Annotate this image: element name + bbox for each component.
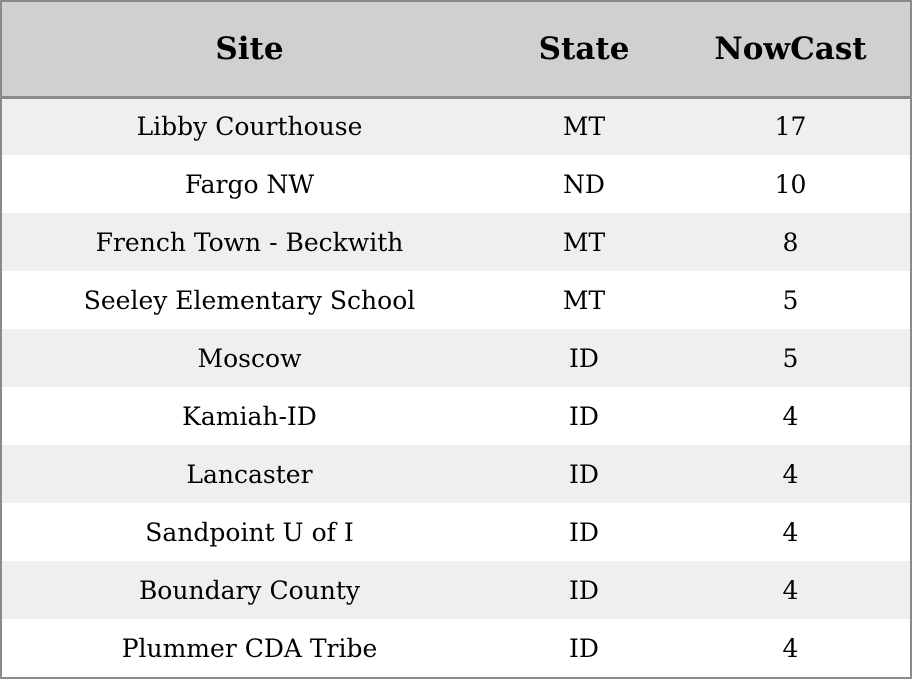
cell-nowcast: 4: [782, 401, 799, 431]
cell-site: Sandpoint U of I: [145, 517, 354, 547]
cell-site: Plummer CDA Tribe: [121, 633, 378, 663]
table-row: [2, 271, 910, 329]
table-row: [2, 213, 910, 271]
cell-nowcast: 4: [782, 575, 799, 605]
table-row: [2, 619, 910, 677]
table-row: [2, 445, 910, 503]
header-row: [2, 2, 910, 97]
cell-state: ID: [569, 459, 599, 489]
cell-state: ID: [569, 575, 599, 605]
nowcast-table: [2, 2, 910, 677]
cell-nowcast: 17: [774, 112, 807, 142]
cell-state: MT: [562, 112, 606, 142]
cell-state: ID: [569, 401, 599, 431]
cell-site: Libby Courthouse: [136, 112, 363, 142]
cell-nowcast: 5: [782, 343, 799, 373]
column-header-state: State: [497, 2, 671, 97]
cell-nowcast: 4: [782, 633, 799, 663]
cell-state: ID: [569, 633, 599, 663]
cell-state: ID: [569, 343, 599, 373]
table-row: [2, 387, 910, 445]
cell-site: French Town - Beckwith: [95, 227, 404, 257]
table-row: [2, 97, 910, 155]
cell-state: ND: [563, 169, 605, 199]
cell-nowcast: 4: [782, 459, 799, 489]
table-row: [2, 329, 910, 387]
cell-state: ID: [569, 517, 599, 547]
table-body: [2, 97, 910, 677]
table-header: [2, 2, 910, 97]
cell-site: Lancaster: [186, 459, 313, 489]
cell-site: Seeley Elementary School: [83, 285, 416, 315]
table-row: [2, 503, 910, 561]
column-header-site: Site: [2, 2, 497, 97]
cell-nowcast: 4: [782, 517, 799, 547]
cell-site: Moscow: [197, 343, 302, 373]
cell-nowcast: 5: [782, 285, 799, 315]
cell-state: MT: [562, 285, 606, 315]
cell-nowcast: 8: [782, 227, 799, 257]
column-header-nowcast: NowCast: [671, 2, 910, 97]
table-row: [2, 561, 910, 619]
table-row: [2, 155, 910, 213]
cell-nowcast: 10: [774, 169, 807, 199]
cell-site: Kamiah-ID: [182, 401, 317, 431]
cell-site: Fargo NW: [184, 169, 315, 199]
cell-state: MT: [562, 227, 606, 257]
cell-site: Boundary County: [138, 575, 361, 605]
